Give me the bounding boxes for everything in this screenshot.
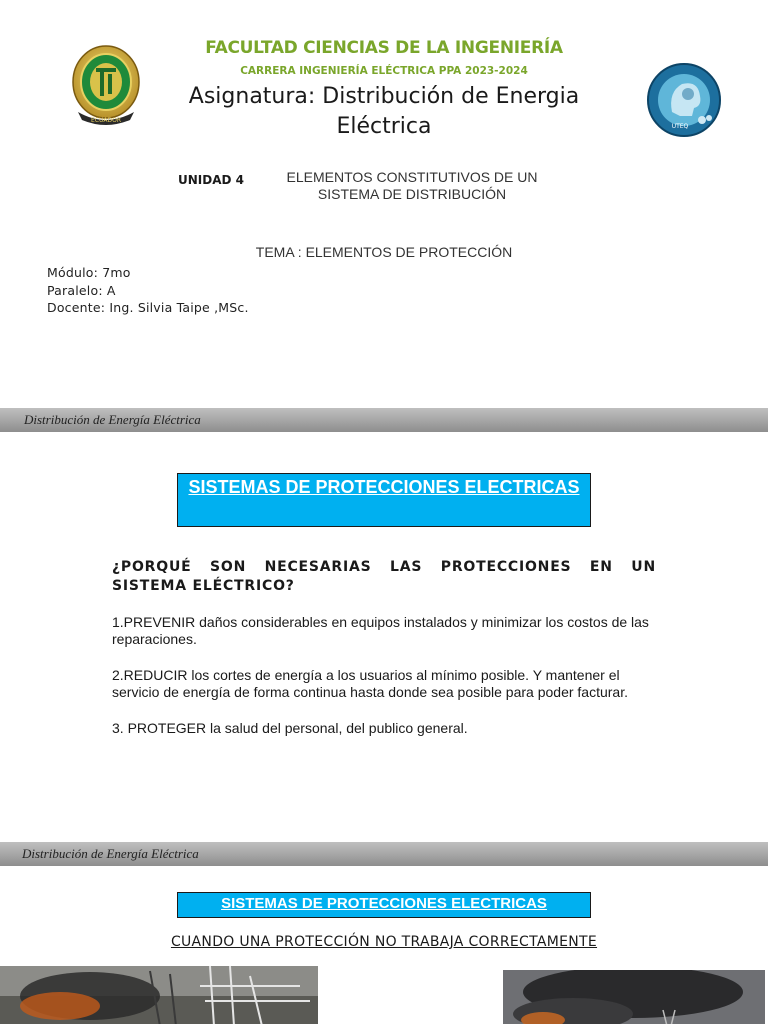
topic-line	[0, 244, 768, 260]
slide-title	[0, 0, 768, 408]
slide-footer-bar: Distribución de Energía Eléctrica	[0, 842, 768, 866]
slide-protection-reasons	[0, 432, 768, 842]
slide-footer-bar: Distribución de Energía Eléctrica	[0, 408, 768, 432]
seal-text: ECUADOR	[91, 117, 121, 124]
career-subtitle: CARRERA INGENIERÍA ELÉCTRICA PPA 2023-2024	[240, 65, 528, 77]
faculty-logo	[646, 62, 722, 138]
reason-item: 1.PREVENIR daños considerables en equipos instalados y minimizar los costos de las reparaciones.	[112, 614, 649, 647]
parallel-text: Paralelo: A	[47, 282, 116, 298]
faculty-title: FACULTAD CIENCIAS DE LA INGENIERÍA	[205, 38, 563, 58]
section-subtitle: CUANDO UNA PROTECCIÓN NO TRABAJA CORRECTAMENTE	[170, 934, 598, 950]
reason-item: 3. PROTEGER la salud del personal, del publico general.	[112, 720, 468, 736]
module-text: Módulo: 7mo	[47, 265, 131, 280]
substation-fire-photo	[0, 966, 318, 1024]
section-title-box: SISTEMAS DE PROTECCIONES ELECTRICAS	[177, 473, 591, 527]
section-title-box: SISTEMAS DE PROTECCIONES ELECTRICAS	[177, 892, 591, 918]
unit-label: UNIDAD 4	[178, 173, 244, 187]
unit-title: ELEMENTOS CONSTITUTIVOS DE UN SISTEMA DE DISTRIBUCIÓN	[286, 169, 538, 202]
teacher-text: Docente: Ing. Silvia Taipe ,MSc.	[47, 300, 249, 315]
topic-label: TEMA :	[255, 244, 306, 260]
reason-item: 2.REDUCIR los cortes de energía a los usuarios al mínimo posible. Y mantener el servicio de energía de forma continua hasta donde sea posible para poder facturar.	[112, 667, 628, 700]
topic-value: ELEMENTOS DE PROTECCIÓN	[305, 244, 513, 260]
course-info	[47, 264, 249, 317]
slide-protection-failure	[0, 866, 768, 1024]
smoke-fire-photo	[503, 970, 765, 1024]
logo-text: UTEQ	[671, 123, 689, 130]
question-heading: ¿PORQUÉ SON NECESARIAS LAS PROTECCIONES EN UN SISTEMA ELÉCTRICO?	[112, 559, 656, 594]
subject-title: Asignatura: Distribución de Energia Eléctrica	[188, 84, 580, 139]
